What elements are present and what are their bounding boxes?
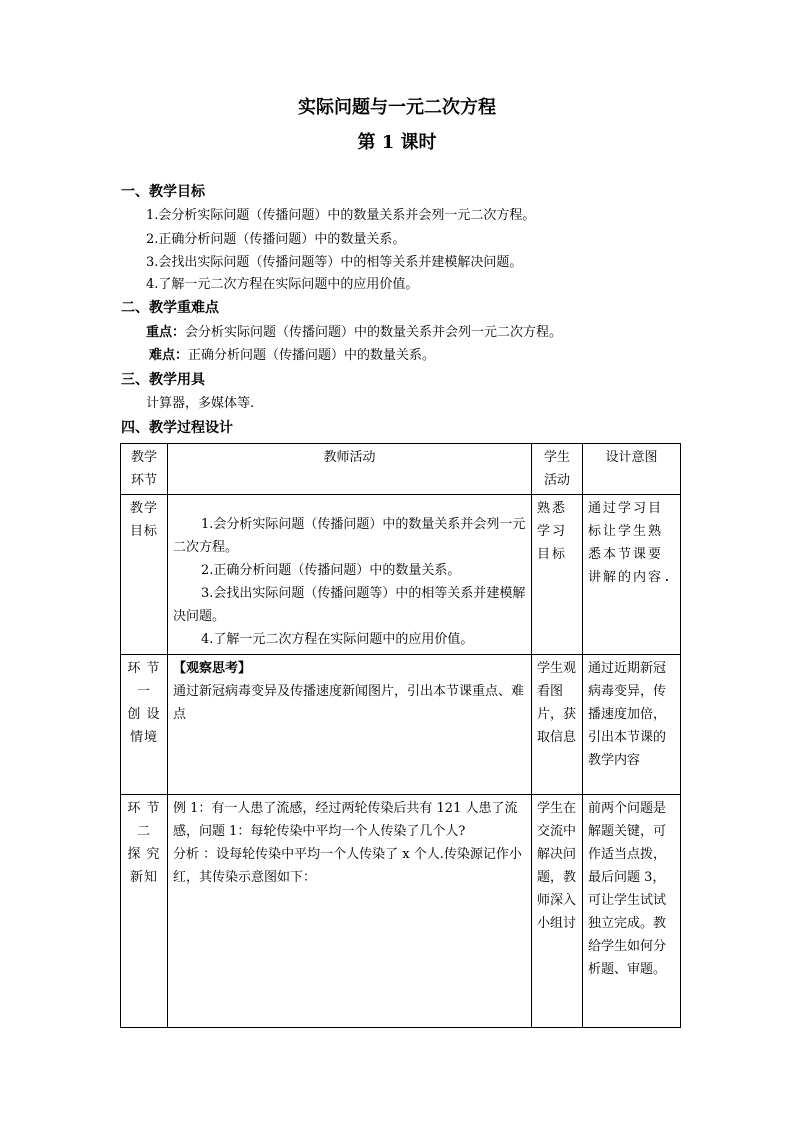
teacher-goal-item: 2.正确分析问题（传播问题）中的数量关系。 <box>201 563 461 578</box>
difficult-point-line <box>149 347 435 365</box>
row3-student: 学生在交流中解决问题，教师深入小组讨 <box>532 795 583 1028</box>
table-header-row <box>121 444 681 495</box>
teacher-activity-title: 【观察思考】 <box>173 661 252 676</box>
stage-line: 二 <box>136 824 151 839</box>
difficult-point-text: 正确分析问题（传播问题）中的数量关系。 <box>188 348 436 363</box>
stage-line: 探 究 <box>127 847 161 862</box>
table-row <box>121 495 681 655</box>
header-stage-line: 教学 <box>130 450 157 465</box>
section-heading-goals: 一、教学目标 <box>121 184 205 200</box>
row1-intent: 通过学习目标让学生熟悉本节课要讲解的内容. <box>583 495 681 655</box>
goal-item: 1.会分析实际问题（传播问题）中的数量关系并会列一元二次方程。 <box>146 208 536 223</box>
analysis-text: 分析 ：设每轮传染中平均一个人传染了 x 个人.传染源记作小红，其传染示意图如下： <box>173 847 522 885</box>
goal-item: 3.会找出实际问题（传播问题等）中的相等关系并建模解决问题。 <box>146 255 523 270</box>
section-heading-process: 四、教学过程设计 <box>121 420 233 436</box>
lesson-plan-table <box>120 443 681 1028</box>
table-row <box>121 655 681 795</box>
row1-student: 熟悉学习目标 <box>532 495 583 655</box>
key-point-label: 重点： <box>146 325 186 340</box>
section-heading-keypoints: 二、教学重难点 <box>121 300 219 316</box>
teacher-activity-text: 通过新冠病毒变异及传播速度新闻图片，引出本节课重点、难点 <box>173 684 525 722</box>
row2-student: 学生观看图片，获取信息 <box>532 655 583 795</box>
stage-line: 目标 <box>129 524 158 539</box>
tools-text: 计算器，多媒体等. <box>146 396 255 411</box>
section-heading-tools: 三、教学用具 <box>121 372 205 388</box>
stage-line: 教学 <box>129 501 158 516</box>
stage-line: 新知 <box>129 870 158 885</box>
header-intent <box>583 444 681 495</box>
row3-intent: 前两个问题是解题关键，可作适当点拨，最后问题 3，可让学生试试独立完成。教给学生如何分析题、审题。 <box>583 795 681 1028</box>
header-teacher <box>168 444 532 495</box>
teacher-goal-item: 4.了解一元二次方程在实际问题中的应用价值。 <box>201 632 474 647</box>
example-text: 例 1：有一人患了流感，经过两轮传染后共有 121 人患了流感，问题 1：每轮传染中平均一个人传染了几个人? <box>173 801 518 839</box>
goal-item: 4.了解一元二次方程在实际问题中的应用价值。 <box>146 277 419 292</box>
goal-item: 2.正确分析问题（传播问题）中的数量关系。 <box>146 232 406 247</box>
row2-intent: 通过近期新冠病毒变异，传播速度加倍，引出本节课的教学内容 <box>583 655 681 795</box>
row1-teacher <box>168 495 532 655</box>
header-stage-line: 环节 <box>130 473 157 488</box>
stage-line: 情境 <box>129 730 158 745</box>
header-teacher-label: 教师活动 <box>323 450 376 465</box>
row3-stage <box>121 795 168 1028</box>
stage-line: 创 设 <box>127 707 161 722</box>
key-point-line <box>146 324 562 342</box>
page-subtitle: 第 1 课时 <box>357 132 437 153</box>
table-row <box>121 795 681 1028</box>
row3-teacher <box>168 795 532 1028</box>
stage-line: 一 <box>136 684 151 699</box>
difficult-point-label: 难点： <box>149 348 189 363</box>
header-intent-label: 设计意图 <box>605 450 658 465</box>
row2-stage <box>121 655 168 795</box>
teacher-goal-item: 3.会找出实际问题（传播问题等）中的相等关系并建模解决问题。 <box>173 586 526 624</box>
row1-stage <box>121 495 168 655</box>
row2-teacher <box>168 655 532 795</box>
header-student <box>532 444 583 495</box>
header-stage <box>121 444 168 495</box>
header-student-line: 活动 <box>543 473 570 488</box>
stage-line: 环 节 <box>127 801 161 816</box>
key-point-text: 会分析实际问题（传播问题）中的数量关系并会列一元二次方程。 <box>185 325 563 340</box>
teacher-goal-item: 1.会分析实际问题（传播问题）中的数量关系并会列一元二次方程。 <box>173 517 526 555</box>
header-student-line: 学生 <box>543 450 570 465</box>
stage-line: 环 节 <box>127 661 161 676</box>
page-title: 实际问题与一元二次方程 <box>298 97 496 118</box>
